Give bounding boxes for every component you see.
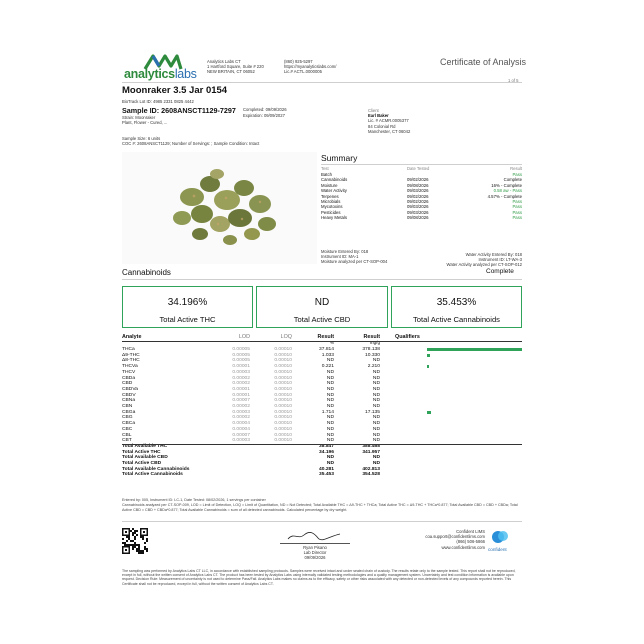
analyte-name: CBCa [122, 421, 136, 427]
analyte-result-mg: ND [372, 375, 380, 381]
lab-name: Analytics Labs CT [207, 59, 241, 64]
total-result-mg: 354.528 [362, 472, 380, 478]
analyte-result-mg: ND [372, 438, 380, 444]
table-header-rule [122, 341, 522, 342]
total-active-cbd-label: Total Active CBD [293, 315, 351, 324]
total-result-mg: 341.957 [362, 449, 380, 455]
total-result-pct: 38.847 [319, 443, 334, 449]
summary-date: 09/08/2026 [407, 215, 429, 221]
analyte-result-pct: 1.714 [321, 409, 334, 415]
lab-address-block [207, 59, 264, 75]
analyte-name: THCa [122, 347, 135, 352]
analyte-lod: 0.00001 [232, 386, 250, 392]
total-result-pct: ND [326, 461, 334, 466]
analyte-name: CBL [122, 432, 132, 438]
water-activity-notes [420, 252, 522, 268]
analyte-result-pct: ND [326, 404, 334, 409]
analyte-lod: 0.00002 [232, 381, 250, 387]
analyte-lod: 0.00003 [232, 409, 250, 415]
col-result-mg: Result [363, 334, 380, 340]
summary-result: 16% - Complete [491, 182, 522, 188]
analyte-result-pct: 1.033 [321, 352, 334, 358]
lab-address1: 1 Hartford Square, Suite # 220 [207, 64, 264, 70]
summary-test: Water Activity [321, 188, 347, 194]
expiration-date: Expiration: 09/09/2027 [243, 113, 285, 118]
total-name: Total Available THC [122, 443, 168, 449]
analyte-lod: 0.00007 [232, 398, 250, 404]
col-analyte: Analyte [122, 334, 142, 340]
analyte-result-pct: ND [326, 415, 334, 421]
analyte-name: CBDa [122, 375, 136, 381]
lab-contact-block [284, 59, 336, 75]
analyte-lod: 0.00004 [232, 421, 250, 427]
analyte-loq: 0.00010 [274, 421, 292, 427]
strain: Strain: Moonraker [122, 115, 156, 120]
analyte-result-mg: ND [372, 369, 380, 375]
logo-wordmark-a: analytics [124, 67, 175, 81]
method-note: Cannabinoids analyzed per CT-SOP-009, LOD = Limit of Detection, LOQ = Limit of Quantitation, ND = Not Detected; Total Available THC = Δ9-THC + THCa; Total Active THC = Δ9-THC + THCa*0.877; Total Available CBD = CBD + CBDa; Total Active CBD = CBD + CBDa*0.877; Total Available Cannabinoids = sum of all detected cannabinoids. Calculated percentage by dry weight. [122, 503, 518, 512]
analyte-result-mg: ND [372, 421, 380, 427]
sample-id: Sample ID: 2608ANSCT1129-7297 [122, 106, 236, 115]
analyte-loq: 0.00010 [274, 432, 292, 438]
analyte-loq: 0.00010 [274, 438, 292, 444]
summary-test: Microbials [321, 198, 341, 204]
analyte-result-pct: ND [326, 381, 334, 387]
analyte-bar [427, 348, 522, 351]
signer-name: Ryan Pisano [303, 545, 327, 550]
analyte-lod: 0.00003 [232, 438, 250, 444]
analyte-loq: 0.00010 [274, 364, 292, 370]
confident-website[interactable]: www.confidentlims.com [441, 544, 485, 550]
sample-size: Sample Size: 6 units [122, 136, 161, 141]
analyte-result-pct: ND [326, 398, 334, 404]
analyte-name: CBT [122, 438, 132, 444]
analyte-loq: 0.00010 [274, 347, 292, 352]
total-active-cannabinoids-label: Total Active Cannabinoids [413, 315, 500, 324]
analyte-loq: 0.00010 [274, 369, 292, 375]
client-license: Lic. # ACMR.0005377 [368, 118, 409, 124]
analyte-lod: 0.00002 [232, 404, 250, 409]
summary-test: Pesticides [321, 209, 341, 215]
analyte-name: CBDVa [122, 386, 138, 392]
analyte-loq: 0.00010 [274, 398, 292, 404]
matrix: Plant, Flower - Cured, ... [122, 120, 168, 125]
analyte-result-mg: ND [372, 386, 380, 392]
col-lod: LOD [238, 334, 250, 340]
client-address1: 84 Colonial Rd [368, 123, 396, 129]
completed-date: Completed: 09/09/2026 [243, 107, 287, 112]
analyte-name: THCV [122, 369, 136, 375]
summary-col-test: Test [321, 166, 329, 171]
confident-phone: (866) 506-5866 [456, 539, 485, 545]
analyte-loq: 0.00010 [274, 381, 292, 387]
disclaimer: The sampling was performed by Analytics Labs CT LLC, in accordance with established sampling protocols. Samples were received intact and under sealed chain of custody. The results relate only to the sample tested. This report shall not be reproduced, except in full, without the written consent of Analytics Labs CT. The product has been tested by Analytics Labs using internally validated testing methodologies and a quality management system. Uncertainty and test condition information is available upon request. Decision Rule: Measurement of uncertainty is not used to determine Pass/Fail. Analytics Labs makes no claims as to the efficacy, safety or other risks associated with any detected or non-detected levels of any compounds reported herein. This Certificate shall not be reproduced, except in full, without the written consent of Analytics Labs CT. [122, 569, 516, 586]
summary-test: Batch [321, 172, 332, 177]
total-result-mg: ND [372, 455, 380, 461]
cannabinoids-title: Cannabinoids [122, 268, 171, 277]
analyte-lod: 0.00007 [232, 432, 250, 438]
col-loq: LOQ [280, 334, 292, 340]
client-block [368, 108, 410, 134]
analyte-result-pct: ND [326, 421, 334, 427]
analyte-loq: 0.00010 [274, 415, 292, 421]
summary-result: Pass [512, 209, 522, 215]
coc-info: COC #: 2608ANSCT1129; Number of Servings: ; Sample Condition: Intact [122, 141, 260, 146]
biotrack-id: BioTrack Lot ID: 4985 2331 0825 4442 [122, 99, 194, 104]
analyte-result-mg: 17.135 [365, 409, 380, 415]
analyte-name: CBG [122, 415, 133, 421]
analyte-result-pct: ND [326, 369, 334, 375]
analyte-loq: 0.00010 [274, 426, 292, 432]
summary-result: Complete [503, 177, 522, 183]
lab-phone: (860) 925-5297 [284, 59, 313, 64]
analyte-result-pct: ND [326, 375, 334, 381]
summary-result: 0.58 aw - Pass [493, 188, 522, 194]
moisture-notes [321, 249, 387, 265]
analyte-result-mg: ND [372, 358, 380, 364]
analyte-result-mg: 378.138 [362, 347, 380, 352]
analyte-name: CBDV [122, 392, 136, 398]
analyte-loq: 0.00010 [274, 392, 292, 398]
summary-test: Heavy Metals [321, 215, 348, 221]
analyte-lod: 0.00002 [232, 375, 250, 381]
analyte-result-mg: ND [372, 404, 380, 409]
analyte-name: CBD [122, 381, 133, 387]
total-active-thc-label: Total Active THC [159, 315, 216, 324]
signature-icon [284, 530, 344, 542]
signer-title: Lab Director [303, 550, 327, 556]
total-name: Total Active CBD [122, 461, 162, 466]
analyte-name: Δ9-THC [122, 352, 140, 358]
analyte-lod: 0.00001 [232, 392, 250, 398]
lab-website[interactable]: https://myanalyticslabs.com/ [284, 64, 337, 70]
analyte-name: CBNa [122, 398, 136, 404]
confident-contact [415, 529, 485, 550]
summary-title: Summary [321, 153, 358, 163]
summary-result: Pass [512, 204, 522, 210]
summary-date: 09/02/2026 [407, 198, 429, 204]
total-result-mg: 402.813 [362, 466, 380, 472]
summary-result: 4.57% - Complete [487, 193, 522, 199]
confident-name: Confident LIMS [456, 529, 485, 534]
analyte-name: Δ8-THC [122, 358, 140, 364]
total-active-cbd-value: ND [314, 297, 330, 308]
total-result-pct: 40.281 [319, 466, 334, 472]
qr-code-icon[interactable] [122, 528, 148, 554]
analyte-loq: 0.00010 [274, 358, 292, 364]
lab-license: Lic.# ACTL.0000005 [284, 69, 322, 75]
total-result-mg: 388.468 [362, 443, 380, 449]
total-result-mg: ND [372, 461, 380, 466]
summary-result: Pass [512, 198, 522, 204]
summary-date: 09/03/2026 [407, 209, 429, 215]
analyte-lod: 0.00003 [232, 369, 250, 375]
logo-wordmark [124, 67, 197, 81]
analyte-loq: 0.00010 [274, 409, 292, 415]
summary-date: 09/08/2026 [407, 182, 429, 188]
product-photo [122, 152, 317, 264]
total-active-cannabinoids-value: 35.453% [436, 297, 477, 308]
col-qualifiers: Qualifiers [395, 334, 420, 340]
analyte-result-pct: ND [326, 426, 334, 432]
signature-line [280, 543, 350, 544]
analyte-name: CBC [122, 426, 133, 432]
analyte-result-mg: ND [372, 392, 380, 398]
footer-divider [122, 521, 522, 522]
summary-test: Terpenes [321, 193, 339, 199]
moisture-note-3: Moisture analyzed per CT-SOP-004 [321, 259, 388, 265]
analyte-loq: 0.00010 [274, 386, 292, 392]
analyte-name: THCVa [122, 364, 138, 370]
analyte-name: CBGa [122, 409, 136, 415]
analyte-result-mg: ND [372, 381, 380, 387]
analyte-lod: 0.00005 [232, 347, 250, 352]
document-title: Certificate of Analysis [440, 57, 527, 67]
analyte-bar [427, 411, 431, 414]
totals-rule [122, 444, 522, 445]
total-active-cannabinoids-box [391, 286, 522, 328]
total-active-thc-value: 34.196% [167, 297, 208, 308]
analyte-bar [427, 354, 430, 357]
entered-by-note: Entered by: 005, Instrument ID: LC-1, Date Tested: 08/02/2026, 1 servings per container [122, 498, 266, 502]
analyte-lod: 0.00002 [232, 415, 250, 421]
analyte-result-mg: 10.330 [365, 352, 380, 358]
cannabinoids-divider [122, 279, 522, 280]
summary-result: Pass [512, 172, 522, 177]
total-name: Total Available Cannabinoids [122, 466, 190, 472]
analyte-result-pct: ND [326, 392, 334, 398]
analyte-result-pct: ND [326, 432, 334, 438]
summary-result: Pass [512, 215, 522, 221]
analyte-result-mg: ND [372, 426, 380, 432]
total-result-pct: ND [326, 455, 334, 461]
summary-date: 09/03/2026 [407, 188, 429, 194]
total-name: Total Active THC [122, 449, 161, 455]
total-name: Total Active Cannabinoids [122, 472, 183, 478]
confident-logo-text: confident [488, 547, 507, 552]
logo-wordmark-b: labs [174, 67, 197, 81]
client-address2: Manchester, CT 06042 [368, 128, 411, 134]
analyte-lod: 0.00005 [232, 358, 250, 364]
analyte-lod: 0.00001 [232, 364, 250, 370]
summary-date: 09/03/2026 [407, 204, 429, 210]
analyte-lod: 0.00004 [232, 426, 250, 432]
analyte-loq: 0.00010 [274, 352, 292, 358]
analyte-result-mg: 2.210 [367, 364, 380, 370]
analyte-result-pct: ND [326, 438, 334, 444]
confident-logo-icon [490, 528, 512, 546]
analyte-loq: 0.00010 [274, 404, 292, 409]
summary-col-date: Date Tested [407, 166, 430, 171]
analyte-result-mg: ND [372, 415, 380, 421]
confident-email[interactable]: coa.support@confidentlims.com [425, 534, 485, 540]
total-name: Total Available CBD [122, 455, 168, 461]
wa-note-3: Water Activity analyzed per CT-SOP-012 [446, 262, 522, 268]
analyte-loq: 0.00010 [274, 375, 292, 381]
signer-block [280, 545, 350, 561]
analyte-result-pct: ND [326, 386, 334, 392]
analyte-name: CBN [122, 404, 133, 409]
summary-test: Cannabinoids [321, 177, 348, 183]
product-title: Moonraker 3.5 Jar 0154 [122, 85, 228, 96]
lab-address2: NEW BRITAIN, CT 06052 [207, 69, 255, 75]
client-label: Client [368, 108, 379, 113]
col-result-pct: Result [317, 334, 334, 340]
analyte-result-mg: ND [372, 432, 380, 438]
wa-note-1: Water Activity Entered By: 018 [465, 252, 522, 257]
total-row [122, 472, 522, 478]
analyte-result-pct: 37.814 [319, 347, 334, 352]
summary-date: 09/02/2026 [407, 193, 429, 199]
analyte-result-mg: ND [372, 398, 380, 404]
total-active-cbd-box [256, 286, 388, 328]
unit-mg: mg/g [369, 340, 380, 345]
header-divider [122, 82, 522, 83]
summary-col-result: Result [510, 166, 522, 171]
summary-test: Moisture [321, 182, 338, 188]
wa-note-2: Instrument ID: LT-WA-3 [478, 257, 522, 263]
analyte-result-pct: 0.221 [321, 364, 334, 370]
moisture-note-2: Instrument ID: MA-1 [321, 254, 359, 260]
page-number: 1 of 5 [508, 78, 519, 83]
analyte-lod: 0.00005 [232, 352, 250, 358]
total-result-pct: 35.453 [319, 472, 334, 478]
unit-pct: % [329, 340, 334, 345]
summary-date: 09/02/2026 [407, 177, 429, 183]
total-active-thc-box [122, 286, 253, 328]
summary-table [321, 172, 522, 221]
summary-row [321, 215, 522, 220]
cannabinoids-status: Complete [486, 268, 514, 275]
analyte-result-pct: ND [326, 358, 334, 364]
moisture-note-1: Moisture Entered By: 018 [321, 249, 369, 254]
client-name: Earl Baker [368, 113, 389, 119]
summary-test: Mycotoxins [321, 204, 343, 210]
total-result-pct: 34.196 [319, 449, 334, 455]
sign-date: 09/09/2026 [304, 555, 326, 561]
analyte-bar [427, 365, 429, 368]
summary-divider [321, 164, 522, 165]
